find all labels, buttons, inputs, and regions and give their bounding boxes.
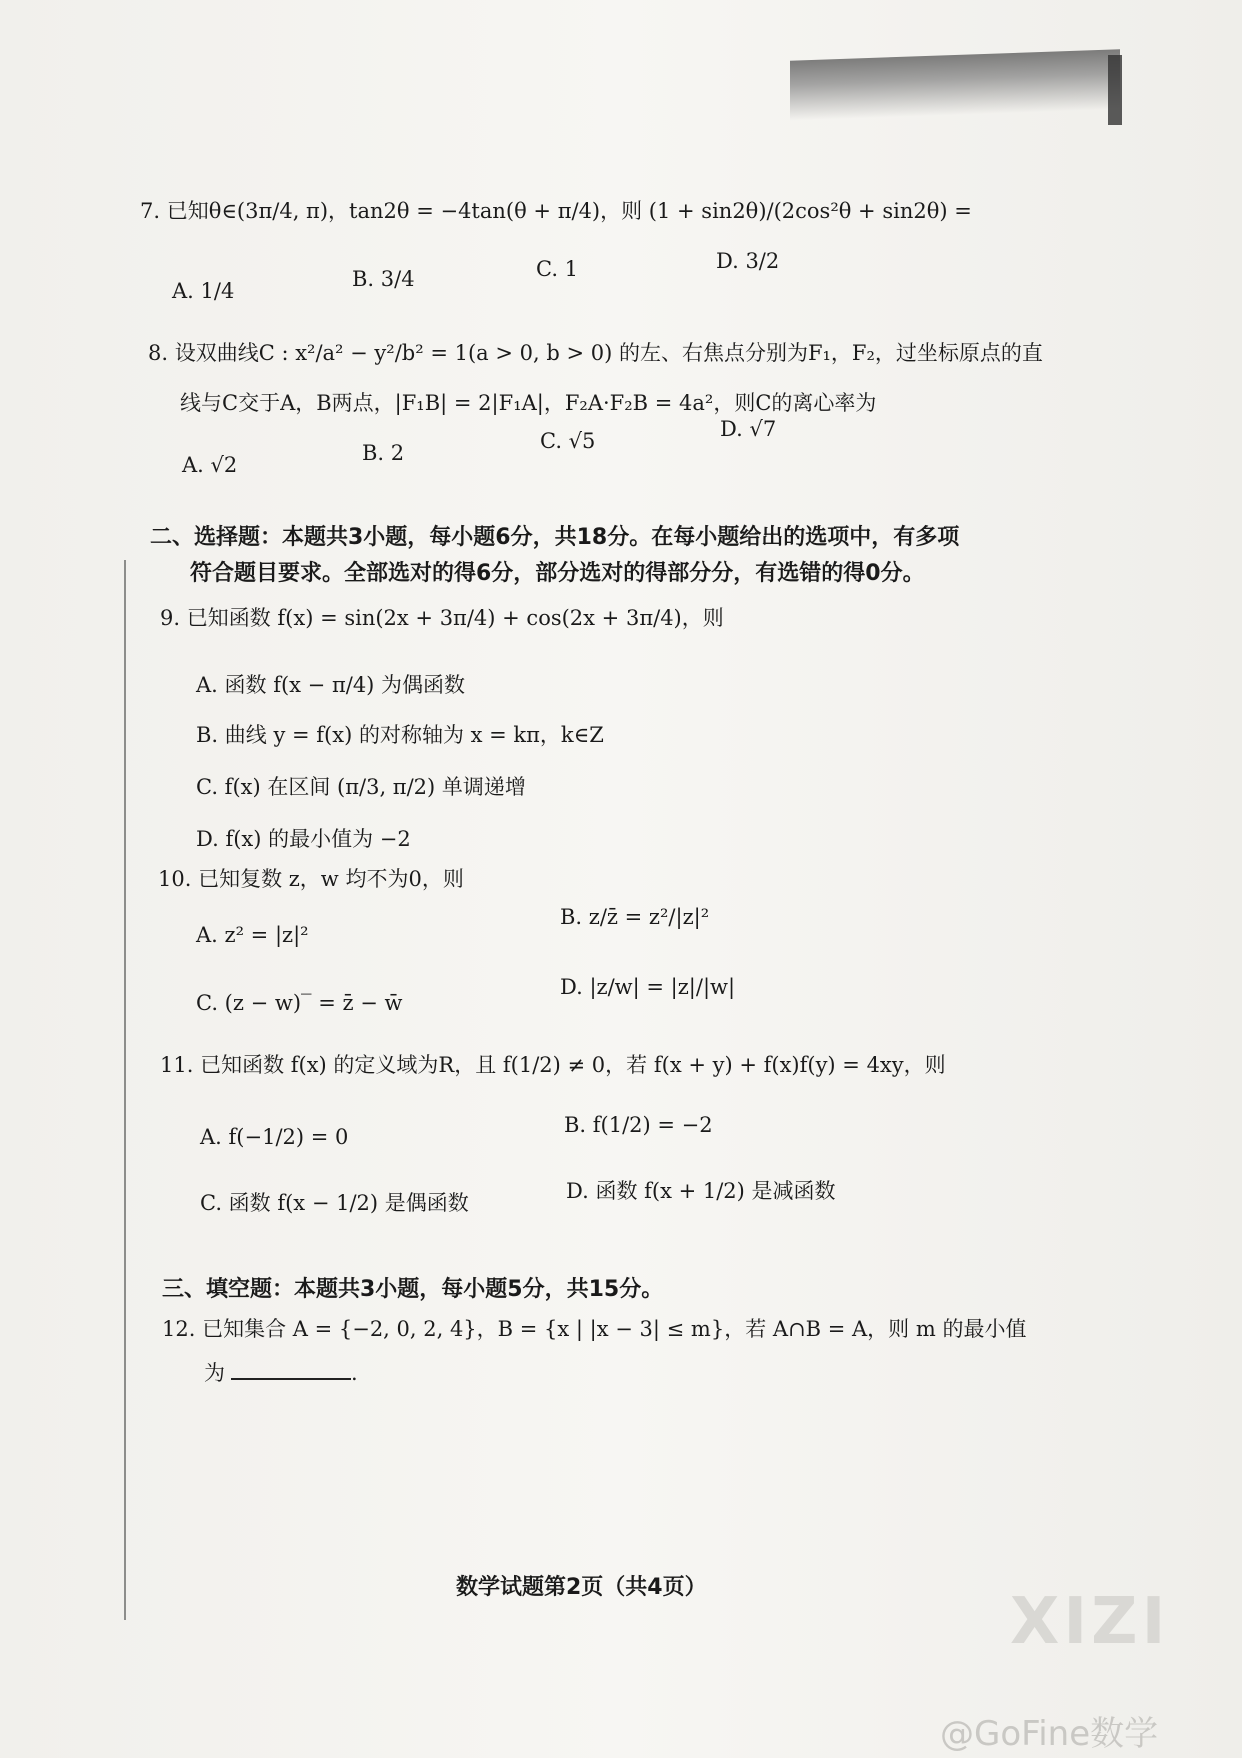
question-10-stem: 10. 已知复数 z，w 均不为0，则 <box>158 867 464 891</box>
question-9-option-d: D. f(x) 的最小值为 −2 <box>196 827 411 851</box>
page-footer: 数学试题第2页（共4页） <box>456 1575 707 1600</box>
question-12-stem-end: . <box>351 1361 358 1385</box>
question-8-option-b: B. 2 <box>362 441 405 465</box>
page-corner-shadow <box>1108 55 1122 125</box>
answer-blank[interactable] <box>231 1378 351 1380</box>
question-11-option-b: B. f(1/2) = −2 <box>564 1113 713 1137</box>
question-7-option-d: D. 3/2 <box>716 249 780 273</box>
section-3-heading: 三、填空题：本题共3小题，每小题5分，共15分。 <box>162 1277 664 1302</box>
question-9-stem: 9. 已知函数 f(x) = sin(2x + 3π/4) + cos(2x + 3π/4)，则 <box>160 606 724 630</box>
gofine-watermark: @GoFine数学 <box>940 1714 1159 1754</box>
question-9-option-b: B. 曲线 y = f(x) 的对称轴为 x = kπ，k∈Z <box>196 723 604 747</box>
binding-line <box>124 560 126 1620</box>
question-12-stem-line2 <box>204 1360 358 1387</box>
question-10-option-a: A. z² = |z|² <box>196 923 309 947</box>
page-edge-shadow <box>790 49 1120 121</box>
question-11-option-d: D. 函数 f(x + 1/2) 是减函数 <box>566 1179 836 1203</box>
question-7-option-b: B. 3/4 <box>352 267 415 291</box>
question-9-option-c: C. f(x) 在区间 (π/3, π/2) 单调递增 <box>196 775 526 799</box>
section-2-heading-line1: 二、选择题：本题共3小题，每小题6分，共18分。在每小题给出的选项中，有多项 <box>150 525 960 550</box>
question-10-option-b: B. z/z̄ = z²/|z|² <box>560 905 710 929</box>
section-2-heading-line2: 符合题目要求。全部选对的得6分，部分选对的得部分分，有选错的得0分。 <box>190 561 925 586</box>
question-9-option-a: A. 函数 f(x − π/4) 为偶函数 <box>196 673 466 697</box>
question-7-option-a: A. 1/4 <box>172 279 235 303</box>
question-11-option-a: A. f(−1/2) = 0 <box>200 1125 349 1149</box>
question-10-option-c: C. (z − w)‾ = z̄ − w̄ <box>196 991 403 1015</box>
question-7-stem: 7. 已知θ∈(3π/4, π)，tan2θ = −4tan(θ + π/4)，则 (1 + sin2θ)/(2cos²θ + sin2θ) = <box>140 199 972 223</box>
question-10-option-d: D. |z/w| = |z|/|w| <box>560 975 736 999</box>
xizi-watermark-logo: XIZI <box>1010 1585 1170 1659</box>
question-8-stem-line2: 线与C交于A，B两点，|F₁B| = 2|F₁A|，F₂A·F₂B = 4a²，则C的离心率为 <box>180 391 877 415</box>
question-8-stem-line1: 8. 设双曲线C : x²/a² − y²/b² = 1(a > 0, b > 0) 的左、右焦点分别为F₁，F₂，过坐标原点的直 <box>148 341 1043 365</box>
question-8-option-c: C. √5 <box>540 429 596 453</box>
question-7-option-c: C. 1 <box>536 257 579 281</box>
question-8-option-d: D. √7 <box>720 417 777 441</box>
question-12-stem-prefix: 为 <box>204 1361 225 1385</box>
question-11-option-c: C. 函数 f(x − 1/2) 是偶函数 <box>200 1191 469 1215</box>
question-8-option-a: A. √2 <box>182 453 238 477</box>
question-11-stem: 11. 已知函数 f(x) 的定义域为R，且 f(1/2) ≠ 0，若 f(x + y) + f(x)f(y) = 4xy，则 <box>160 1053 946 1077</box>
question-12-stem-line1: 12. 已知集合 A = {−2, 0, 2, 4}，B = {x | |x − 3| ≤ m}，若 A∩B = A，则 m 的最小值 <box>162 1317 1027 1341</box>
